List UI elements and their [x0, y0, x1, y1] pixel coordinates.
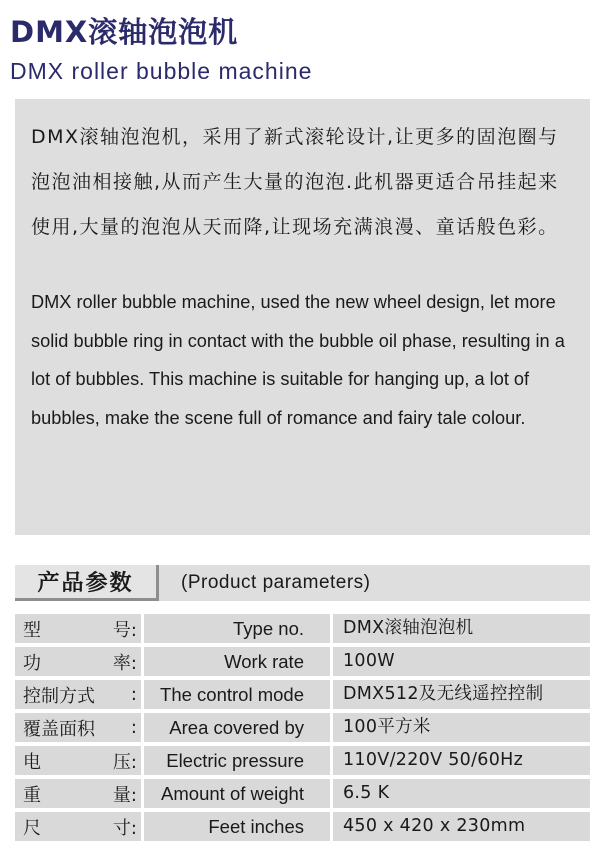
spec-value: DMX512及无线遥控控制 — [343, 684, 544, 704]
spec-row-area — [15, 713, 590, 742]
spec-label-cn: 电 — [23, 751, 41, 773]
spec-value: 110V/220V 50/60Hz — [343, 750, 524, 770]
spec-table — [15, 614, 590, 845]
description-chinese: DMX滚轴泡泡机，采用了新式滚轮设计,让更多的固泡圈与泡泡油相接触,从而产生大量的泡泡.此机器更适合吊挂起来使用,大量的泡泡从天而降,让现场充满浪漫、童话般色彩。 — [31, 126, 559, 238]
spec-label-en: The control mode — [160, 684, 304, 705]
spec-label-cn: 覆盖面积 — [23, 718, 95, 740]
spec-label-cn-end: : — [130, 684, 137, 705]
product-parameters-label: 产品参数 — [15, 565, 159, 601]
spec-value: DMX滚轴泡泡机 — [343, 618, 474, 638]
spec-label-en: Feet inches — [208, 816, 304, 837]
spec-label-en: Amount of weight — [161, 783, 304, 804]
product-parameters-label-en: (Product parameters) — [181, 572, 371, 593]
spec-label-cn: 功 — [23, 652, 41, 674]
spec-row-voltage — [15, 746, 590, 775]
spec-label-cn: 重 — [23, 784, 41, 806]
spec-label-cn-end: 号: — [112, 619, 137, 641]
page-title: DMX滚轴泡泡机 — [10, 15, 239, 49]
spec-label-cn-end: 量: — [112, 784, 137, 806]
spec-label-en: Area covered by — [169, 717, 304, 738]
spec-row-type — [15, 614, 590, 643]
spec-label-cn-end: 率: — [112, 652, 137, 674]
spec-label-cn-end: 寸: — [112, 817, 137, 839]
spec-row-dimensions — [15, 812, 590, 841]
spec-label-en: Electric pressure — [166, 750, 304, 771]
spec-row-weight — [15, 779, 590, 808]
spec-label-cn: 尺 — [23, 817, 41, 839]
spec-row-control-mode — [15, 680, 590, 709]
spec-value: 6.5 K — [343, 783, 390, 803]
spec-value: 100W — [343, 651, 395, 671]
spec-label-en: Work rate — [224, 651, 304, 672]
spec-label-cn-end: 压: — [112, 751, 137, 773]
spec-label-cn: 控制方式 — [23, 685, 95, 707]
description-english: DMX roller bubble machine, used the new wheel design, let more solid bubble ring in contact with the bubble oil phase, resulting in a lot of bubbles. This machine is suitable for hanging up, a lot of bubbles, make the scene full of romance and fairy tale colour. — [31, 292, 565, 428]
description-panel — [15, 99, 590, 535]
spec-label-cn: 型 — [23, 619, 41, 641]
spec-row-work-rate — [15, 647, 590, 676]
spec-value: 100平方米 — [343, 717, 431, 737]
spec-label-cn-end: : — [130, 717, 137, 738]
page-subtitle: DMX roller bubble machine — [10, 58, 313, 84]
product-parameters-header — [15, 565, 590, 601]
spec-label-en: Type no. — [233, 618, 304, 639]
spec-value: 450 x 420 x 230mm — [343, 816, 526, 836]
